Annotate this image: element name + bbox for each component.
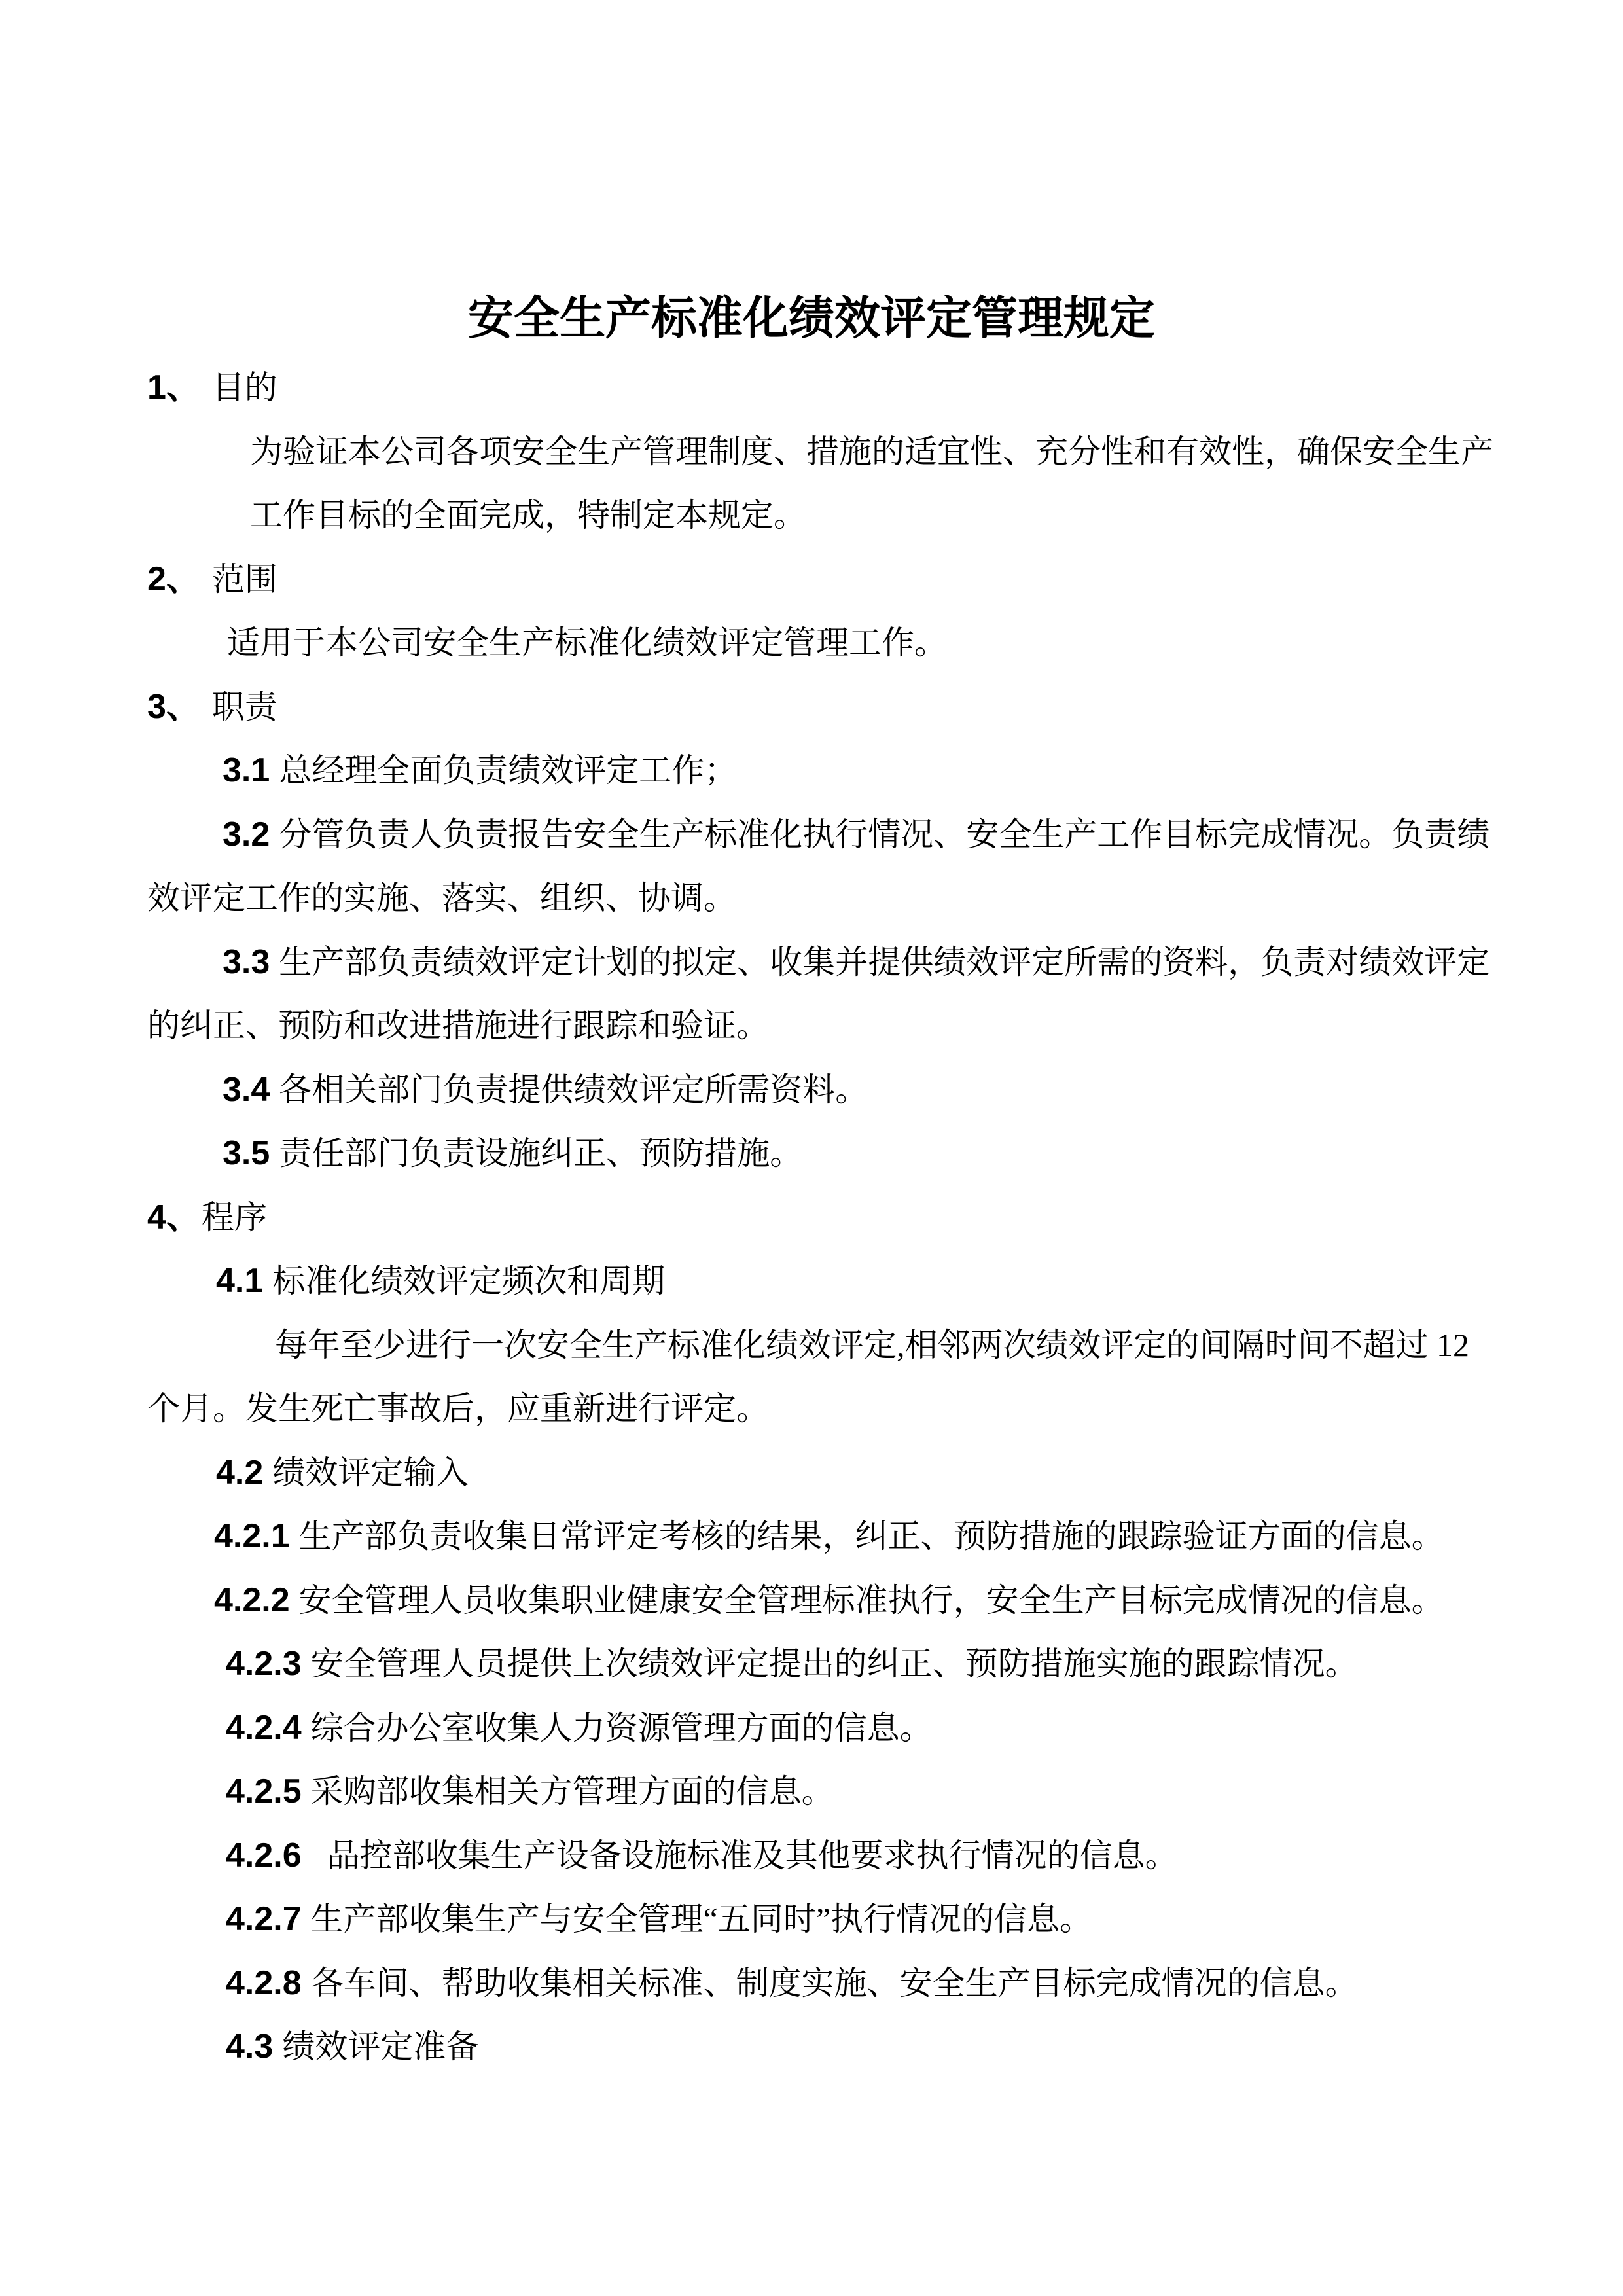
clause-number: 4.2 (216, 1453, 264, 1492)
clause-number: 3.1 (223, 751, 270, 789)
doc-line (0, 1186, 1623, 1250)
doc-line (0, 739, 1623, 803)
clause-number: 4.2.2 (214, 1581, 290, 1619)
doc-line (0, 675, 1623, 740)
clause-text: 品控部收集生产设备设施标准及其他要求执行情况的信息。 (310, 1837, 1178, 1874)
clause-number: 4.2.7 (226, 1900, 302, 1938)
clause-number: 3、 (147, 687, 200, 726)
doc-line (0, 1696, 1623, 1761)
clause-number: 4.1 (216, 1262, 264, 1300)
clause-number: 4.2.4 (226, 1708, 302, 1747)
clause-text: 总经理全面负责绩效评定工作； (279, 752, 738, 789)
clause-text: 安全管理人员收集职业健康安全管理标准执行，安全生产目标完成情况的信息。 (298, 1581, 1444, 1619)
doc-line (0, 420, 1623, 484)
doc-line (0, 867, 1623, 931)
doc-line (0, 2015, 1623, 2079)
doc-line (0, 1760, 1623, 1824)
doc-line (0, 994, 1623, 1058)
clause-text: 各相关部门负责提供绩效评定所需资料。 (279, 1071, 868, 1108)
clause-text: 为验证本公司各项安全生产管理制度、措施的适宜性、充分性和有效性，确保安全生产 (250, 433, 1493, 470)
clause-number: 4.2.8 (226, 1964, 302, 2002)
clause-text: 的纠正、预防和改进措施进行跟踪和验证。 (147, 1007, 769, 1044)
clause-number: 3.5 (223, 1134, 270, 1172)
clause-number: 4.2.1 (214, 1517, 290, 1555)
clause-text: 各车间、帮助收集相关标准、制度实施、安全生产目标完成情况的信息。 (310, 1964, 1358, 2001)
clause-text: 绩效评定输入 (272, 1454, 469, 1491)
clause-text: 生产部负责收集日常评定考核的结果，纠正、预防措施的跟踪验证方面的信息。 (298, 1518, 1444, 1554)
document-body (0, 356, 1623, 2079)
clause-number: 1、 (147, 368, 200, 406)
clause-text: 安全管理人员提供上次绩效评定提出的纠正、预防措施实施的跟踪情况。 (310, 1645, 1358, 1682)
clause-text: 采购部收集相关方管理方面的信息。 (310, 1773, 834, 1810)
clause-text: 分管负责人负责报告安全生产标准化执行情况、安全生产工作目标完成情况。负责绩 (279, 816, 1490, 853)
doc-line (0, 803, 1623, 867)
doc-line (0, 1569, 1623, 1633)
clause-text: 工作目标的全面完成，特制定本规定。 (250, 497, 806, 533)
doc-line (0, 1824, 1623, 1888)
clause-number: 3.2 (223, 815, 270, 853)
doc-line (0, 1122, 1623, 1186)
doc-line (0, 484, 1623, 548)
clause-number: 4.2.6 (226, 1836, 302, 1874)
clause-text: 效评定工作的实施、落实、组织、协调。 (147, 880, 736, 916)
clause-text: 每年至少进行一次安全生产标准化绩效评定,相邻两次绩效评定的间隔时间不超过 12 (275, 1326, 1469, 1363)
doc-line (0, 548, 1623, 612)
clause-text: 职责 (211, 688, 277, 725)
clause-text: 程序 (201, 1198, 267, 1236)
clause-text: 范围 (211, 560, 277, 598)
doc-line (0, 1058, 1623, 1122)
doc-line (0, 1441, 1623, 1505)
clause-number: 2、 (147, 560, 200, 598)
clause-text: 个月。发生死亡事故后，应重新进行评定。 (147, 1390, 769, 1427)
doc-line (0, 1632, 1623, 1696)
clause-number: 4.3 (226, 2028, 274, 2066)
doc-line (0, 356, 1623, 420)
clause-text: 适用于本公司安全生产标准化绩效评定管理工作。 (227, 624, 947, 661)
clause-text: 生产部收集生产与安全管理“五同时”执行情况的信息。 (310, 1901, 1093, 1937)
clause-text: 责任部门负责设施纠正、预防措施。 (279, 1135, 803, 1172)
doc-line (0, 1952, 1623, 2016)
doc-line (0, 611, 1623, 675)
clause-number: 4、 (147, 1198, 200, 1236)
doc-line (0, 931, 1623, 995)
document-title: 安全生产标准化绩效评定管理规定 (468, 294, 1155, 344)
doc-line (0, 1505, 1623, 1569)
doc-line (0, 1314, 1623, 1378)
doc-line (0, 1249, 1623, 1314)
clause-number: 4.2.3 (226, 1645, 302, 1683)
clause-number: 3.4 (223, 1070, 270, 1109)
clause-text: 绩效评定准备 (282, 2028, 479, 2065)
clause-number: 3.3 (223, 942, 270, 981)
clause-text: 生产部负责绩效评定计划的拟定、收集并提供绩效评定所需的资料，负责对绩效评定 (279, 943, 1490, 980)
clause-text: 目的 (211, 369, 277, 406)
clause-text: 标准化绩效评定频次和周期 (272, 1263, 666, 1299)
clause-number: 4.2.5 (226, 1772, 302, 1810)
doc-line (0, 1377, 1623, 1441)
clause-text: 综合办公室收集人力资源管理方面的信息。 (310, 1709, 933, 1746)
doc-line (0, 1888, 1623, 1952)
